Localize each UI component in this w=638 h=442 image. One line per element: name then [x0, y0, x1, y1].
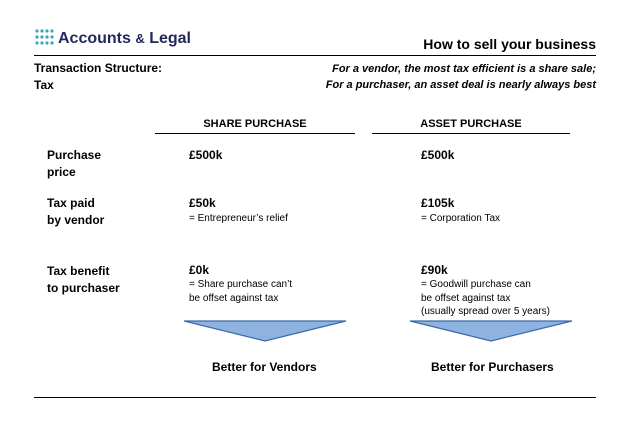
share-down-arrow-icon [183, 320, 347, 342]
column-header-share: SHARE PURCHASE [203, 118, 307, 130]
logo-amp: & [135, 31, 145, 46]
logo-icon [34, 26, 58, 52]
share-tax-paid: £50k [189, 196, 216, 210]
section-title [34, 60, 162, 94]
subtitle-line2: For a purchaser, an asset deal is nearly always best [325, 79, 596, 91]
asset-purchase-price: £500k [421, 148, 455, 162]
row-label-purchase-price: Purchase price [47, 148, 102, 179]
logo-wordmark [58, 30, 191, 48]
section-title-line2: Tax [34, 78, 54, 92]
verdict-share: Better for Vendors [212, 360, 317, 374]
asset-tax-paid-note: = Corporation Tax [421, 213, 501, 224]
asset-tax-benefit-note: = Goodwill purchase can be offset against tax (usually spread over 5 years) [421, 279, 550, 317]
share-tax-benefit: £0k [189, 263, 210, 277]
column-rule-share [155, 133, 355, 134]
share-tax-paid-note: = Entrepreneur’s relief [189, 213, 288, 224]
header-divider [34, 55, 596, 56]
asset-tax-paid: £105k [421, 196, 455, 210]
column-header-asset: ASSET PURCHASE [420, 118, 522, 130]
share-purchase-price: £500k [189, 148, 223, 162]
footer-divider [34, 397, 596, 398]
asset-down-arrow-icon [409, 320, 573, 342]
section-subtitle [326, 61, 596, 93]
share-tax-benefit-note: = Share purchase can’t be offset against tax [189, 279, 293, 304]
logo-text-2: Legal [149, 30, 191, 47]
row-label-tax-paid: Tax paid by vendor [47, 196, 105, 227]
row-label-tax-benefit: Tax benefit to purchaser [47, 264, 120, 295]
column-rule-asset [372, 133, 570, 134]
page-title: How to sell your business [423, 36, 596, 52]
logo-text: Accounts [58, 30, 131, 47]
subtitle-line1: For a vendor, the most tax efficient is a share sale; [332, 63, 596, 75]
asset-tax-benefit: £90k [421, 263, 448, 277]
section-title-line1: Transaction Structure: [34, 61, 163, 75]
verdict-asset: Better for Purchasers [431, 360, 554, 374]
